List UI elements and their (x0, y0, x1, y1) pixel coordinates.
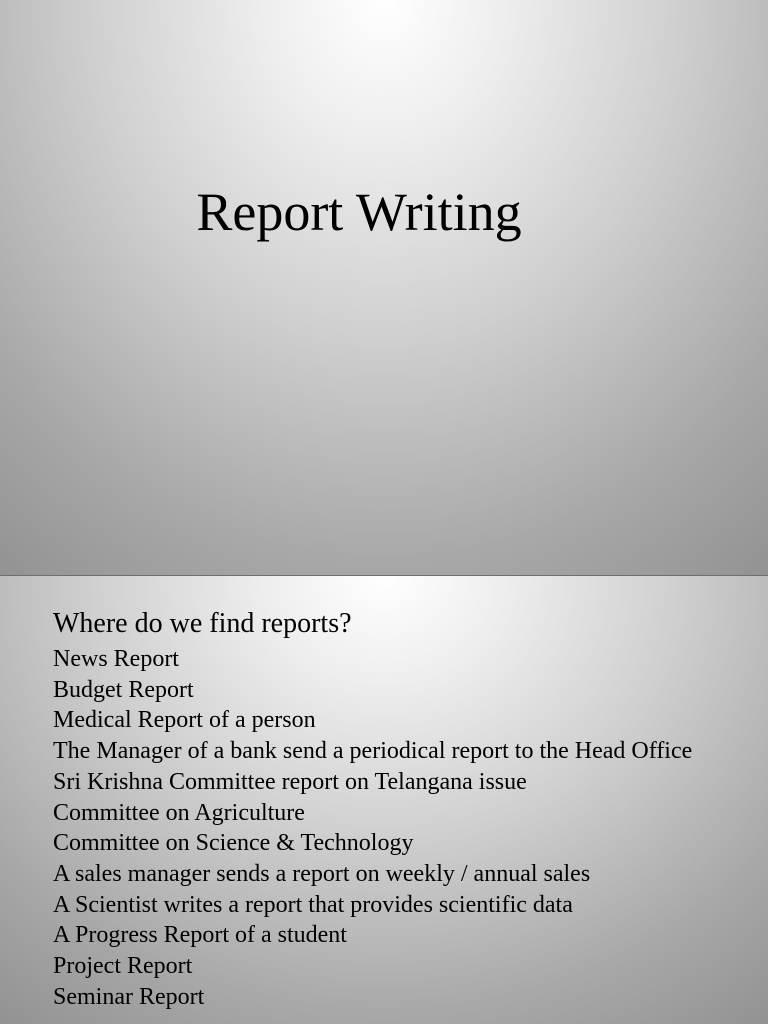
list-item: The Manager of a bank send a periodical report to the Head Office (53, 738, 693, 765)
list-item: A Scientist writes a report that provides scientific data (53, 891, 573, 918)
list-item: Seminar Report (53, 983, 205, 1010)
slide-heading: Where do we find reports? (53, 608, 352, 639)
report-list (53, 644, 733, 1012)
list-item: Project Report (53, 953, 193, 980)
content-slide (0, 576, 768, 1024)
list-item: Medical Report of a person (53, 707, 316, 734)
list-item: Committee on Science & Technology (53, 830, 414, 857)
list-item: News Report (53, 646, 179, 672)
list-item: Budget Report (53, 676, 194, 703)
list-item: Sri Krishna Committee report on Telangana issue (53, 768, 527, 795)
list-item: A sales manager sends a report on weekly / annual sales (53, 860, 591, 887)
list-item: Committee on Agriculture (53, 799, 305, 826)
slide-content (53, 606, 733, 1012)
slide-title: Report Writing (196, 182, 522, 242)
list-item: A Progress Report of a student (53, 922, 347, 949)
